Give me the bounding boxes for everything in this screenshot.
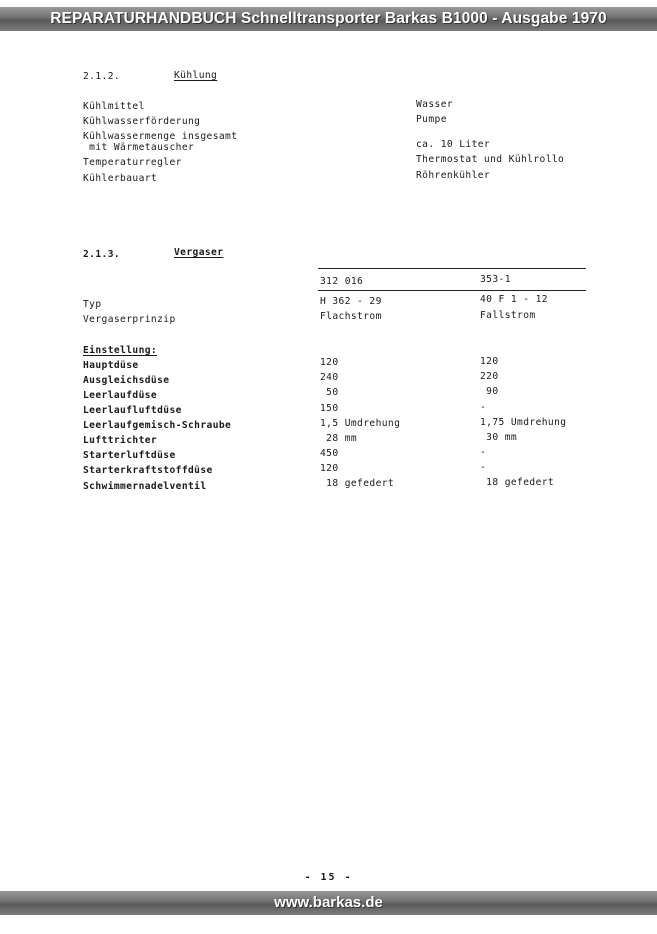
einstellung-value-5-0: 28 mm [320, 433, 358, 444]
kuehlung-label-1: Kühlwasserförderung [83, 116, 201, 127]
vergaser-value-0-1: 40 F 1 - 12 [480, 294, 548, 305]
kuehlung-label-2: Kühlwassermenge insgesamt [83, 131, 238, 142]
einstellung-value-6-1: - [480, 447, 487, 458]
kuehlung-label-3: Temperaturregler [83, 157, 182, 168]
einstellung-heading: Einstellung: [83, 345, 158, 356]
einstellung-value-1-1: 220 [480, 371, 499, 382]
einstellung-value-8-1: 18 gefedert [480, 477, 555, 488]
einstellung-label-4: Leerlaufgemisch-Schraube [83, 420, 232, 431]
kuehlung-label-2b: mit Wärmetauscher [83, 142, 195, 153]
einstellung-value-7-0: 120 [320, 463, 339, 474]
header-bar [0, 7, 657, 31]
column-header-1: 353-1 [480, 274, 511, 285]
kuehlung-label-4: Kühlerbauart [83, 173, 158, 184]
kuehlung-label-0: Kühlmittel [83, 101, 145, 112]
kuehlung-value-4: Röhrenkühler [416, 170, 491, 181]
kuehlung-value-1: Pumpe [416, 114, 447, 125]
vergaser-value-1-1: Fallstrom [480, 310, 536, 321]
section-number-kuehlung: 2.1.2. [83, 71, 121, 82]
vergaser-label-0: Typ [83, 299, 102, 310]
footer-url[interactable]: www.barkas.de [274, 894, 383, 911]
kuehlung-value-2: ca. 10 Liter [416, 139, 491, 150]
einstellung-value-4-1: 1,75 Umdrehung [480, 417, 567, 428]
einstellung-value-1-0: 240 [320, 372, 339, 383]
header-title: REPARATURHANDBUCH Schnelltransporter Barkas B1000 - Ausgabe 1970 [50, 10, 607, 27]
column-header-0: 312 016 [320, 276, 364, 287]
einstellung-value-7-1: - [480, 462, 487, 473]
einstellung-label-6: Starterluftdüse [83, 450, 176, 461]
table-header-rule [318, 290, 586, 291]
kuehlung-value-3: Thermostat und Kühlrollo [416, 154, 565, 165]
vergaser-value-1-0: Flachstrom [320, 311, 382, 322]
table-top-rule [318, 268, 586, 269]
einstellung-label-7: Starterkraftstoffdüse [83, 465, 213, 476]
section-title-vergaser: Vergaser [174, 247, 224, 258]
einstellung-value-0-0: 120 [320, 357, 339, 368]
page-number: - 15 - [304, 872, 353, 883]
einstellung-label-0: Hauptdüse [83, 360, 139, 371]
einstellung-value-0-1: 120 [480, 356, 499, 367]
einstellung-value-2-0: 50 [320, 387, 339, 398]
einstellung-label-1: Ausgleichsdüse [83, 375, 170, 386]
einstellung-value-2-1: 90 [480, 386, 499, 397]
einstellung-value-6-0: 450 [320, 448, 339, 459]
vergaser-label-1: Vergaserprinzip [83, 314, 176, 325]
einstellung-label-2: Leerlaufdüse [83, 390, 158, 401]
footer-bar [0, 891, 657, 915]
vergaser-value-0-0: H 362 - 29 [320, 296, 382, 307]
section-number-vergaser: 2.1.3. [83, 249, 121, 260]
section-title-kuehlung: Kühlung [174, 70, 218, 81]
einstellung-value-8-0: 18 gefedert [320, 478, 395, 489]
einstellung-label-5: Lufttrichter [83, 435, 158, 446]
einstellung-label-3: Leerlaufluftdüse [83, 405, 182, 416]
kuehlung-value-0: Wasser [416, 99, 454, 110]
einstellung-value-3-1: - [480, 402, 487, 413]
einstellung-value-5-1: 30 mm [480, 432, 518, 443]
einstellung-label-8: Schwimmernadelventil [83, 481, 207, 492]
einstellung-value-3-0: 150 [320, 403, 339, 414]
einstellung-value-4-0: 1,5 Umdrehung [320, 418, 401, 429]
